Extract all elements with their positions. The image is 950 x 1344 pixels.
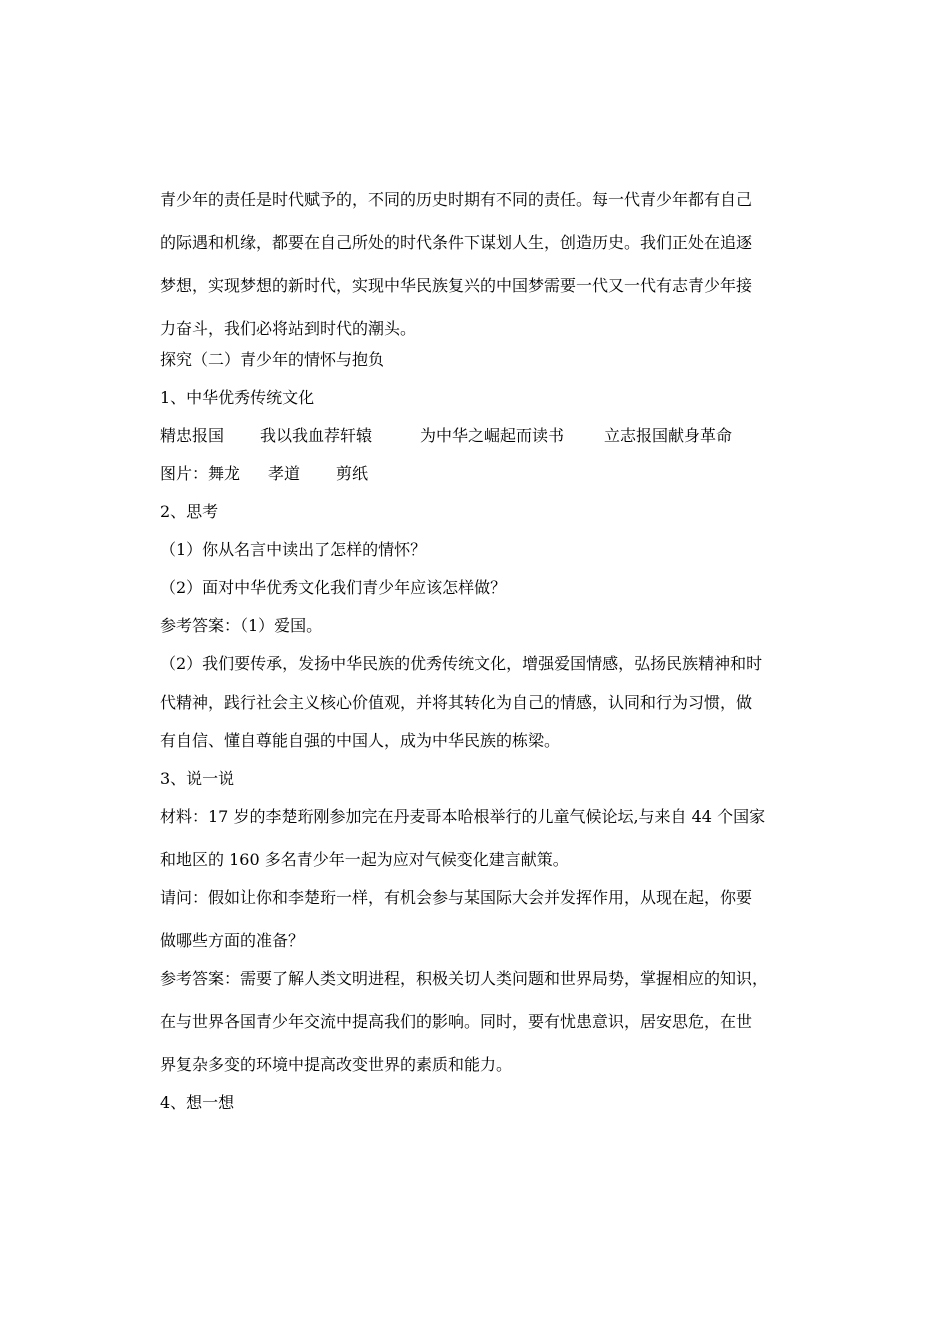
section-heading: 探究（二）青少年的情怀与抱负: [160, 350, 385, 369]
question-line: （1）你从名言中读出了怎样的情怀？: [160, 540, 427, 559]
paragraph-line: 青少年的责任是时代赋予的，不同的历史时期有不同的责任。每一代青少年都有自己: [160, 190, 753, 209]
paragraph-line: 的际遇和机缘，都要在自己所处的时代条件下谋划人生，创造历史。我们正处在追逐: [160, 233, 753, 252]
motto-item: 立志报国献身革命: [604, 426, 733, 445]
subsection-heading: 3、说一说: [160, 769, 235, 788]
motto-item: 我以我血荐轩辕: [260, 426, 373, 445]
paragraph-line: 梦想，实现梦想的新时代，实现中华民族复兴的中国梦需要一代又一代有志青少年接: [160, 276, 753, 295]
picture-item: 剪纸: [336, 464, 369, 483]
material-line: 材料：17 岁的李楚珩刚参加完在丹麦哥本哈根举行的儿童气候论坛,与来自 44 个国家: [160, 807, 766, 826]
question-line: 做哪些方面的准备？: [160, 931, 305, 950]
question-line: 请问：假如让你和李楚珩一样，有机会参与某国际大会并发挥作用，从现在起，你要: [160, 888, 753, 907]
answer-line: （2）我们要传承，发扬中华民族的优秀传统文化，增强爱国情感，弘扬民族精神和时: [160, 654, 763, 673]
paragraph-line: 力奋斗，我们必将站到时代的潮头。: [160, 319, 417, 338]
subsection-heading: 4、想一想: [160, 1093, 235, 1112]
motto-item: 精忠报国: [160, 426, 225, 445]
picture-label: 图片：舞龙: [160, 464, 241, 483]
answer-line: 界复杂多变的环境中提高改变世界的素质和能力。: [160, 1055, 513, 1074]
answer-line: 在与世界各国青少年交流中提高我们的影响。同时，要有忧患意识，居安思危，在世: [160, 1012, 753, 1031]
material-line: 和地区的 160 多名青少年一起为应对气候变化建言献策。: [160, 850, 569, 869]
picture-item: 孝道: [268, 464, 301, 483]
subsection-heading: 1、中华优秀传统文化: [160, 388, 315, 407]
motto-item: 为中华之崛起而读书: [420, 426, 565, 445]
answer-line: 参考答案：（1）爱国。: [160, 616, 323, 635]
question-line: （2）面对中华优秀文化我们青少年应该怎样做？: [160, 578, 507, 597]
answer-line: 有自信、懂自尊能自强的中国人，成为中华民族的栋梁。: [160, 731, 561, 750]
answer-line: 代精神，践行社会主义核心价值观，并将其转化为自己的情感，认同和行为习惯，做: [160, 693, 753, 712]
answer-line: 参考答案：需要了解人类文明进程，积极关切人类问题和世界局势，掌握相应的知识，: [160, 969, 769, 988]
subsection-heading: 2、思考: [160, 502, 219, 521]
